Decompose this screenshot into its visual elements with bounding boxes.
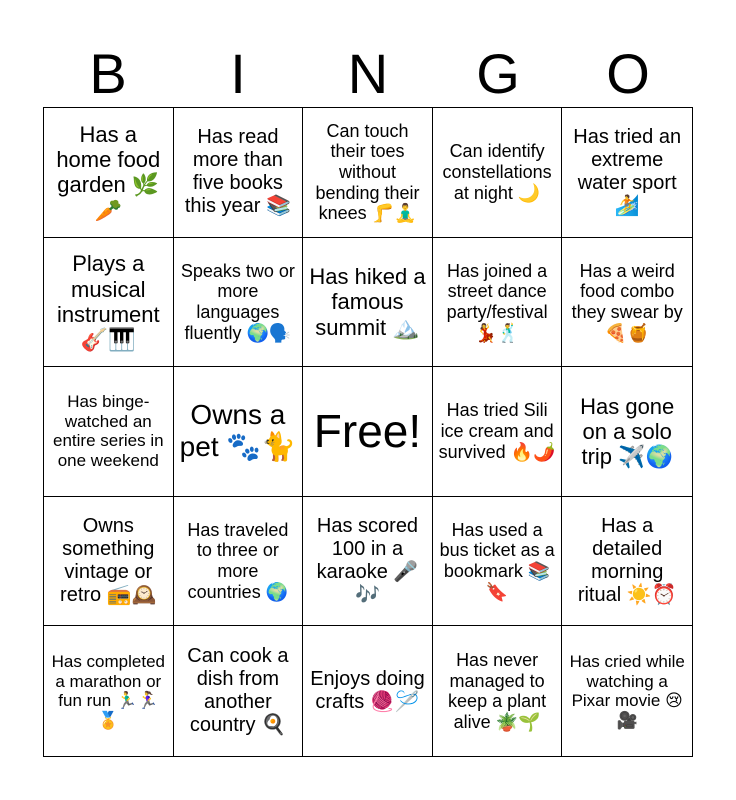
bingo-cell[interactable] (562, 367, 692, 497)
free-space-label: Free! (313, 405, 422, 458)
bingo-cell[interactable] (433, 497, 563, 627)
cell-text: Has a home food garden 🌿🥕 (56, 121, 161, 223)
bingo-cell[interactable] (174, 108, 304, 238)
cell-text: Has a weird food combo they swear by 🍕🍯 (571, 260, 683, 343)
bingo-cell[interactable] (562, 497, 692, 627)
cell-text: Has completed a marathon or fun run 🏃‍♂️🏃‍♀️🏅 (51, 652, 165, 730)
bingo-cell[interactable] (303, 238, 433, 368)
cell-text: Has hiked a famous summit 🏔️ (309, 263, 426, 340)
free-space[interactable] (303, 367, 433, 497)
bingo-cell[interactable] (174, 367, 304, 497)
cell-text: Enjoys doing crafts 🧶🪡 (310, 668, 425, 714)
bingo-grid (43, 107, 693, 757)
cell-text: Owns something vintage or retro 📻🕰️ (60, 515, 157, 607)
header-letter-g: G (476, 42, 520, 105)
bingo-cell[interactable] (433, 108, 563, 238)
bingo-cell[interactable] (174, 497, 304, 627)
bingo-cell[interactable] (433, 626, 563, 756)
bingo-cell[interactable] (44, 367, 174, 497)
header-letter-i: I (230, 42, 246, 105)
cell-text: Has scored 100 in a karaoke 🎤🎶 (316, 515, 419, 607)
bingo-cell[interactable] (44, 238, 174, 368)
cell-text: Has tried Sili ice cream and survived 🔥🌶️ (438, 400, 556, 462)
header-letter-o: O (606, 42, 650, 105)
cell-text: Owns a pet 🐾🐈 (179, 399, 297, 463)
bingo-cell[interactable] (44, 108, 174, 238)
header-letter-b: B (89, 42, 127, 105)
bingo-cell[interactable] (44, 626, 174, 756)
bingo-cell[interactable] (44, 497, 174, 627)
cell-text: Has tried an extreme water sport 🏄 (573, 126, 682, 218)
cell-text: Has read more than five books this year 📚 (184, 126, 291, 218)
cell-text: Has cried while watching a Pixar movie 😢🎥 (569, 652, 685, 730)
cell-text: Can cook a dish from another country 🍳 (187, 645, 289, 737)
bingo-cell[interactable] (174, 238, 304, 368)
bingo-cell[interactable] (433, 238, 563, 368)
bingo-cell[interactable] (303, 497, 433, 627)
cell-text: Has gone on a solo trip ✈️🌍 (580, 393, 675, 470)
bingo-header (43, 40, 693, 108)
cell-text: Has a detailed morning ritual ☀️⏰ (577, 515, 677, 607)
cell-text: Has binge-watched an entire series in one weekend (53, 392, 164, 471)
bingo-cell[interactable] (303, 108, 433, 238)
bingo-cell[interactable] (174, 626, 304, 756)
bingo-cell[interactable] (433, 367, 563, 497)
cell-text: Has never managed to keep a plant alive 🪴🌱 (448, 649, 547, 732)
cell-text: Speaks two or more languages fluently 🌍🗣️ (180, 260, 295, 343)
bingo-cell[interactable] (562, 626, 692, 756)
header-letter-n: N (347, 42, 389, 105)
cell-text: Plays a musical instrument 🎸🎹 (56, 251, 160, 353)
bingo-cell[interactable] (303, 626, 433, 756)
cell-text: Can touch their toes without bending their knees 🦵🧘‍♂️ (315, 120, 420, 224)
cell-text: Has traveled to three or more countries 🌍 (187, 519, 289, 602)
cell-text: Has used a bus ticket as a bookmark 📚🔖 (439, 519, 555, 602)
cell-text: Can identify constellations at night 🌙 (442, 141, 552, 203)
cell-text: Has joined a street dance party/festival 💃🕺 (446, 260, 548, 343)
bingo-cell[interactable] (562, 238, 692, 368)
bingo-cell[interactable] (562, 108, 692, 238)
